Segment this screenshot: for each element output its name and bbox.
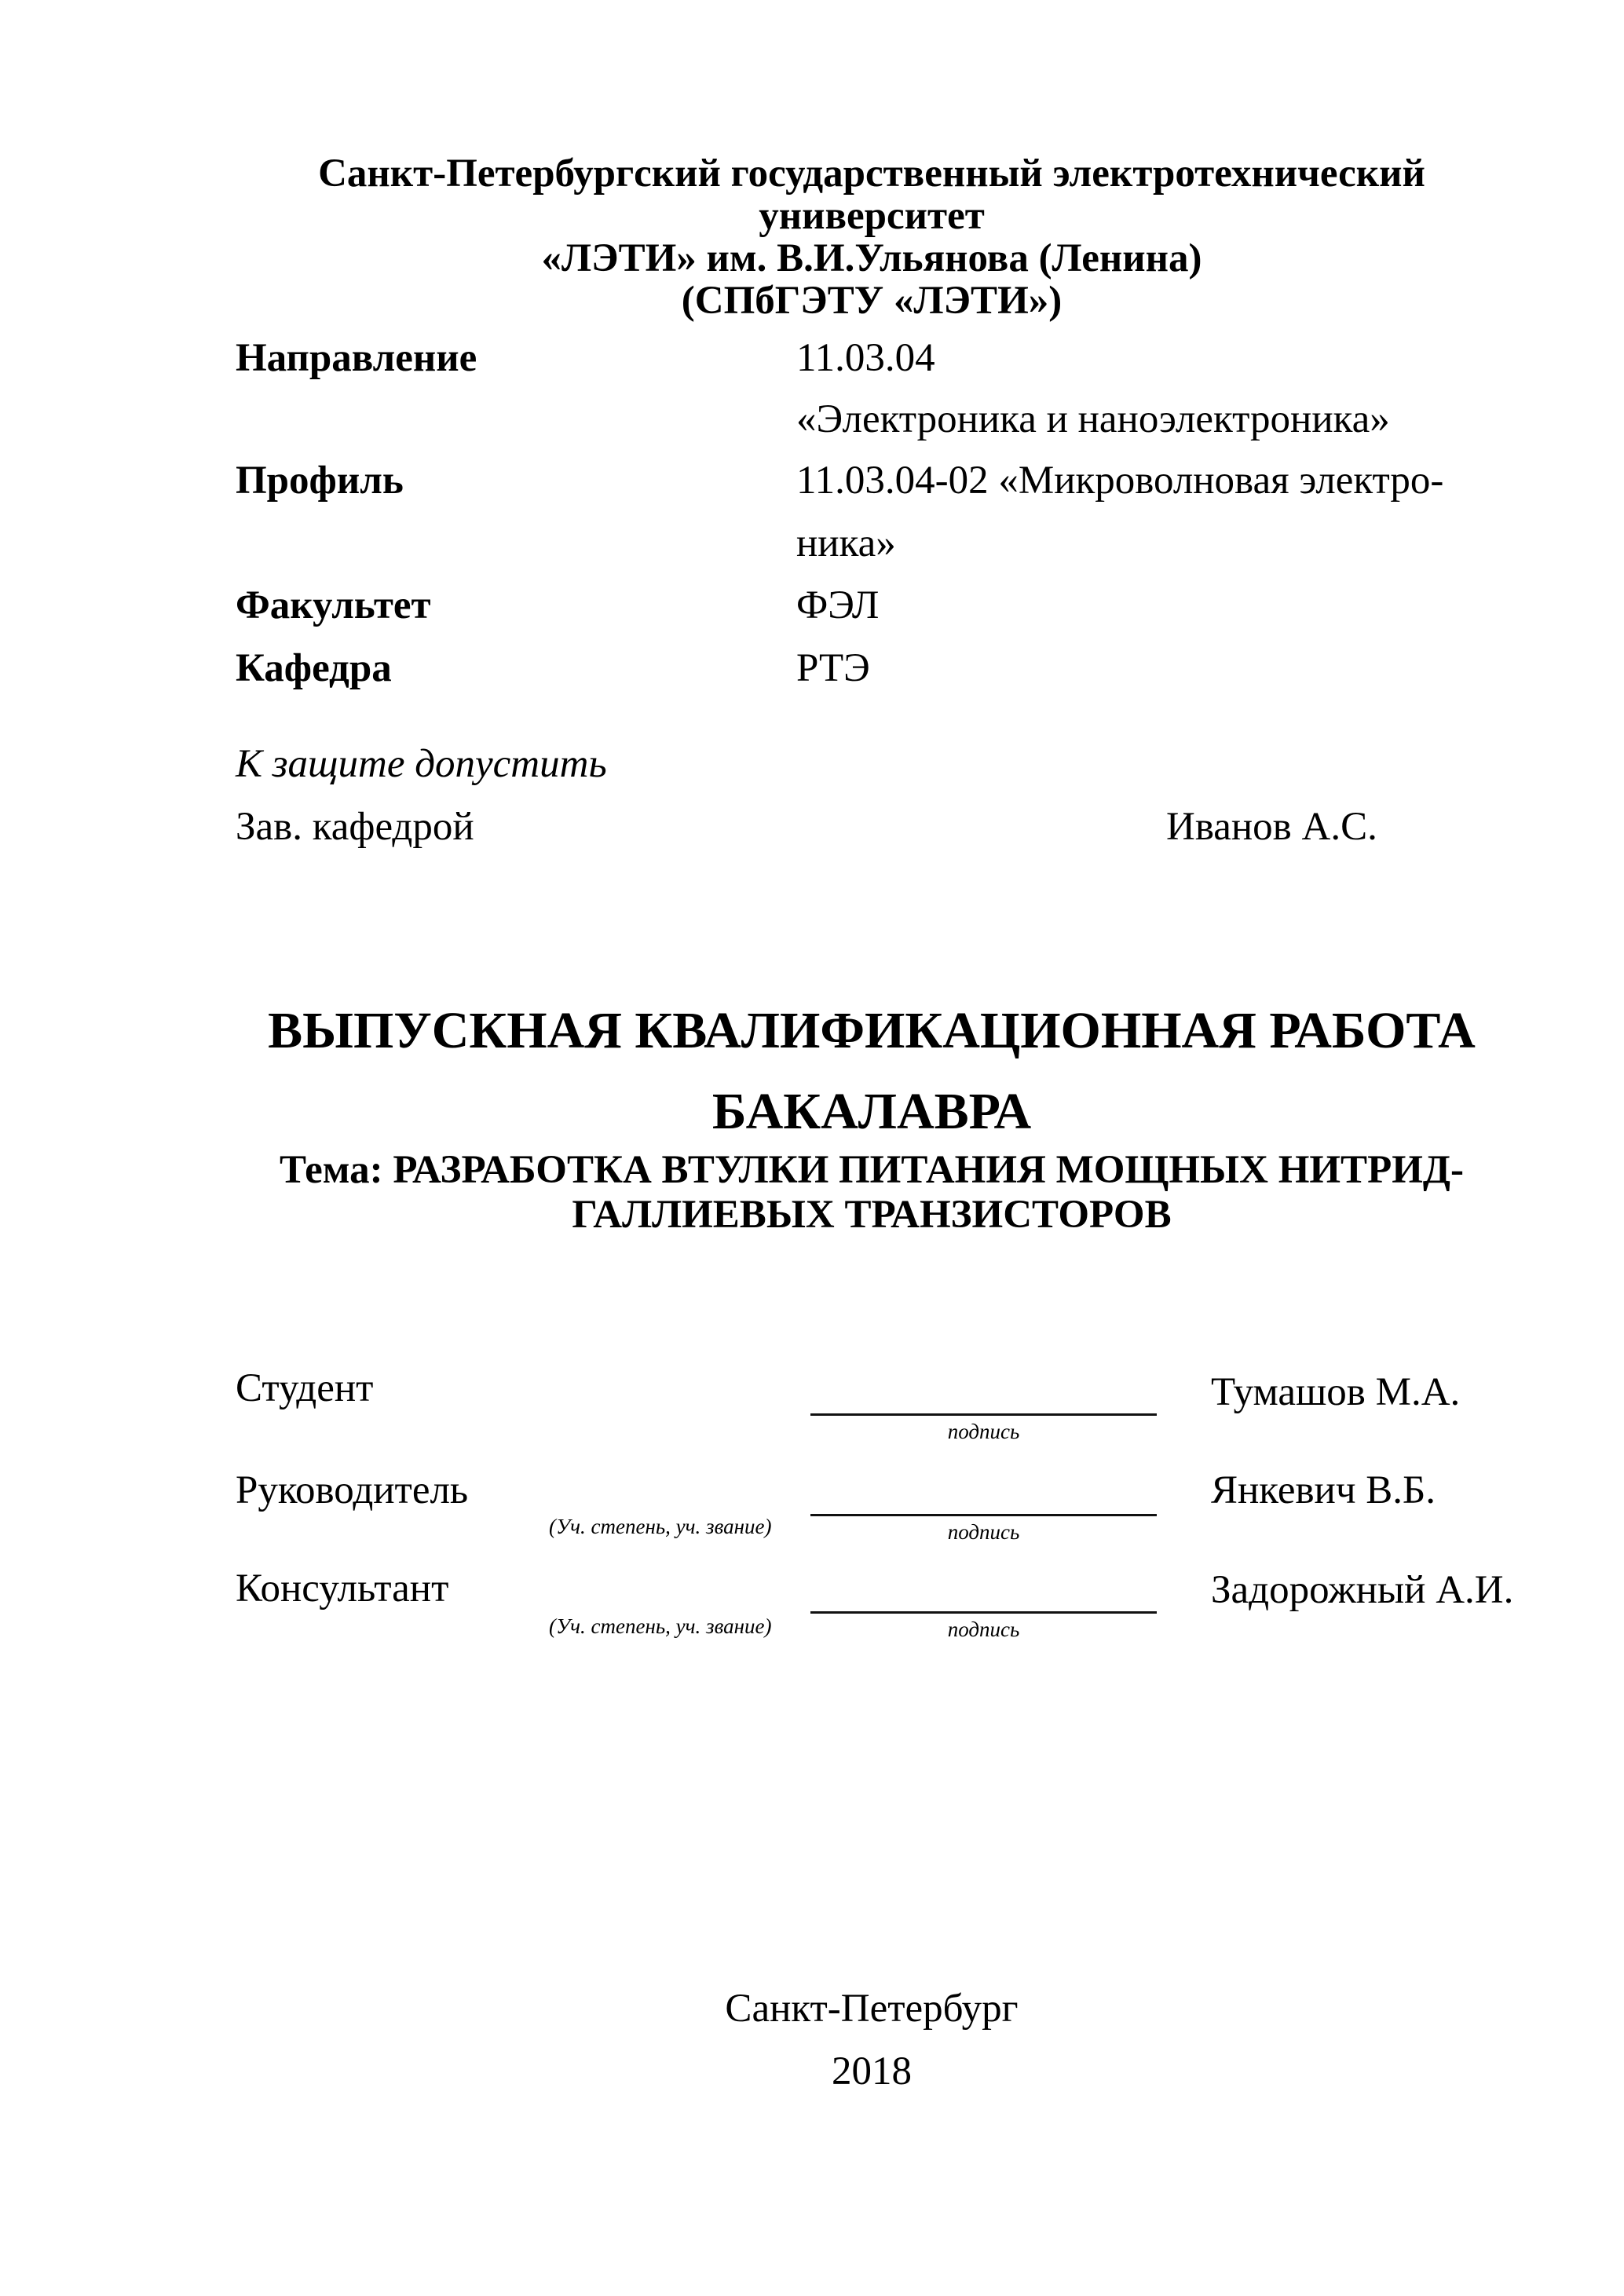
field-label-direction: Направление bbox=[236, 336, 477, 380]
signature-caption-supervisor: подпись bbox=[947, 1520, 1020, 1544]
signature-line-supervisor bbox=[810, 1514, 1157, 1516]
university-abbreviation-line: (СПбГЭТУ «ЛЭТИ») bbox=[681, 279, 1063, 323]
university-header bbox=[232, 152, 1512, 322]
signature-role-consultant: Консультант bbox=[236, 1567, 449, 1610]
university-name-line: «ЛЭТИ» им. В.И.Ульянова (Ленина) bbox=[541, 236, 1202, 280]
department-head-name: Иванов А.С. bbox=[1166, 805, 1377, 849]
thesis-theme-line2: ГАЛЛИЕВЫХ ТРАНЗИСТОРОВ bbox=[572, 1193, 1172, 1237]
field-row-direction bbox=[236, 338, 935, 378]
field-row-profile bbox=[236, 461, 1443, 501]
signature-name-student: Тумашов М.А. bbox=[1211, 1370, 1461, 1414]
footer bbox=[232, 1977, 1512, 2103]
field-value-direction-name: «Электроника и наноэлектроника» bbox=[796, 397, 1390, 441]
signature-name-supervisor: Янкевич В.Б. bbox=[1211, 1468, 1436, 1512]
field-row-direction-name bbox=[236, 397, 1390, 441]
field-row-department bbox=[236, 646, 870, 690]
field-label-profile: Профиль bbox=[236, 459, 404, 503]
field-row-profile-wrap bbox=[236, 521, 896, 565]
thesis-title bbox=[232, 990, 1512, 1152]
signature-caption-consultant: подпись bbox=[947, 1618, 1020, 1641]
field-label-department: Кафедра bbox=[236, 646, 392, 690]
field-row-faculty bbox=[236, 583, 880, 627]
field-value-direction-code: 11.03.04 bbox=[796, 336, 935, 380]
field-value-department: РТЭ bbox=[796, 646, 870, 690]
signature-line-student bbox=[810, 1413, 1157, 1416]
thesis-title-line2: БАКАЛАВРА bbox=[711, 1083, 1032, 1140]
thesis-theme-line1: Тема: РАЗРАБОТКА ВТУЛКИ ПИТАНИЯ МОЩНЫХ НИТРИД- bbox=[280, 1148, 1464, 1192]
footer-year: 2018 bbox=[832, 2049, 912, 2093]
footer-city: Санкт-Петербург bbox=[725, 1987, 1019, 2031]
signature-line-consultant bbox=[810, 1611, 1157, 1614]
field-value-profile-line1: 11.03.04-02 «Микроволновая электро- bbox=[796, 459, 1444, 503]
field-value-profile-line2: ника» bbox=[796, 521, 896, 565]
admit-to-defense-line: К защите допустить bbox=[236, 742, 607, 786]
signature-role-supervisor: Руководитель bbox=[236, 1468, 469, 1512]
degree-note-consultant: (Уч. степень, уч. звание) bbox=[549, 1614, 772, 1638]
signature-caption-student: подпись bbox=[947, 1420, 1020, 1443]
department-head-label: Зав. кафедрой bbox=[236, 805, 474, 849]
degree-note-supervisor: (Уч. степень, уч. звание) bbox=[549, 1515, 772, 1538]
signature-role-student: Студент bbox=[236, 1366, 374, 1410]
university-name-line: Санкт-Петербургский государственный электротехнический университет bbox=[318, 152, 1425, 238]
field-label-faculty: Факультет bbox=[236, 583, 431, 627]
field-value-faculty: ФЭЛ bbox=[796, 583, 880, 627]
signature-name-consultant: Задорожный А.И. bbox=[1211, 1568, 1514, 1612]
thesis-title-line1: ВЫПУСКНАЯ КВАЛИФИКАЦИОННАЯ РАБОТА bbox=[268, 1002, 1476, 1059]
thesis-theme bbox=[232, 1148, 1512, 1238]
